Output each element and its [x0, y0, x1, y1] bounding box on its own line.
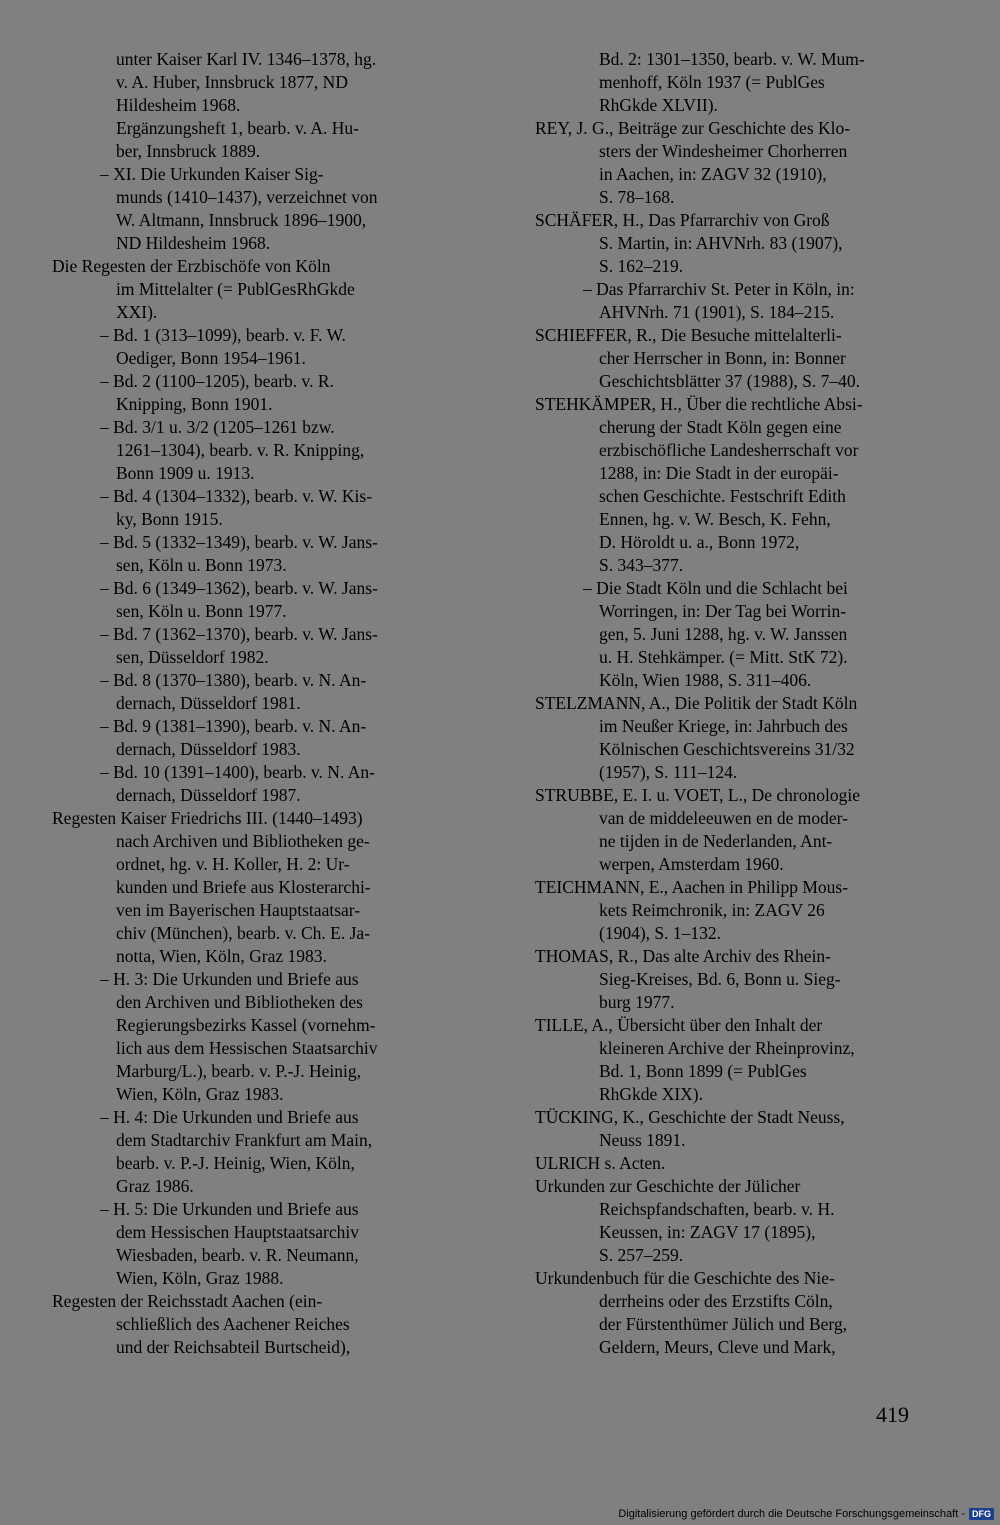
- entry-line: munds (1410–1437), verzeichnet von: [116, 187, 378, 207]
- entry-line: SCHIEFFER, R., Die Besuche mittelalterli-: [535, 325, 842, 345]
- entry-line: – Bd. 1 (313–1099), bearb. v. F. W.: [100, 325, 346, 345]
- entry-line: – Bd. 7 (1362–1370), bearb. v. W. Jans-: [100, 624, 378, 644]
- entry-line: Köln, Wien 1988, S. 311–406.: [599, 670, 812, 690]
- entry-line: – Bd. 8 (1370–1380), bearb. v. N. An-: [100, 670, 367, 690]
- entry-line: – H. 4: Die Urkunden und Briefe aus: [100, 1107, 359, 1127]
- entry-line: ber, Innsbruck 1889.: [116, 141, 261, 161]
- entry-line: im Neußer Kriege, in: Jahrbuch des: [599, 716, 848, 736]
- entry-line: (1957), S. 111–124.: [599, 762, 738, 782]
- entry-line: kunden und Briefe aus Klosterarchi-: [116, 877, 371, 897]
- entry-line: im Mittelalter (= PublGesRhGkde: [116, 279, 355, 299]
- bibliography-entry: [52, 485, 442, 531]
- entry-line: STEHKÄMPER, H., Über die rechtliche Absi-: [535, 394, 863, 414]
- bibliography-entry: [52, 669, 442, 715]
- entry-line: dernach, Düsseldorf 1987.: [116, 785, 301, 805]
- entry-line: AHVNrh. 71 (1901), S. 184–215.: [599, 302, 835, 322]
- entry-line: Wiesbaden, bearb. v. R. Neumann,: [116, 1245, 359, 1265]
- entry-line: D. Höroldt u. a., Bonn 1972,: [599, 532, 800, 552]
- entry-line: – Die Stadt Köln und die Schlacht bei: [583, 578, 848, 598]
- entry-line: Ergänzungsheft 1, bearb. v. A. Hu-: [116, 118, 359, 138]
- left-column: [52, 48, 442, 1359]
- entry-line: gen, 5. Juni 1288, hg. v. W. Janssen: [599, 624, 848, 644]
- entry-line: Urkunden zur Geschichte der Jülicher: [535, 1176, 801, 1196]
- entry-line: – XI. Die Urkunden Kaiser Sig-: [100, 164, 324, 184]
- entry-line: sen, Köln u. Bonn 1977.: [116, 601, 287, 621]
- bibliography-entry: [535, 577, 925, 692]
- entry-line: Regesten der Reichsstadt Aachen (ein-: [52, 1291, 323, 1311]
- entry-line: kets Reimchronik, in: ZAGV 26: [599, 900, 825, 920]
- entry-line: ordnet, hg. v. H. Koller, H. 2: Ur-: [116, 854, 350, 874]
- entry-line: ne tijden in de Nederlanden, Ant-: [599, 831, 833, 851]
- entry-line: sen, Köln u. Bonn 1973.: [116, 555, 287, 575]
- entry-line: SCHÄFER, H., Das Pfarrarchiv von Groß: [535, 210, 830, 230]
- entry-line: van de middeleeuwen en de moder-: [599, 808, 848, 828]
- bibliography-entry: [535, 209, 925, 278]
- entry-line: ULRICH s. Acten.: [535, 1153, 666, 1173]
- entry-line: – Bd. 2 (1100–1205), bearb. v. R.: [100, 371, 334, 391]
- entry-line: ky, Bonn 1915.: [116, 509, 223, 529]
- entry-line: Sieg-Kreises, Bd. 6, Bonn u. Sieg-: [599, 969, 841, 989]
- entry-line: Reichspfandschaften, bearb. v. H.: [599, 1199, 835, 1219]
- entry-line: W. Altmann, Innsbruck 1896–1900,: [116, 210, 367, 230]
- entry-line: sen, Düsseldorf 1982.: [116, 647, 269, 667]
- entry-line: cherung der Stadt Köln gegen eine: [599, 417, 842, 437]
- entry-line: S. Martin, in: AHVNrh. 83 (1907),: [599, 233, 843, 253]
- entry-line: RhGkde XIX).: [599, 1084, 704, 1104]
- entry-line: – Bd. 5 (1332–1349), bearb. v. W. Jans-: [100, 532, 378, 552]
- entry-line: Bd. 2: 1301–1350, bearb. v. W. Mum-: [599, 49, 865, 69]
- entry-line: TÜCKING, K., Geschichte der Stadt Neuss,: [535, 1107, 845, 1127]
- entry-line: notta, Wien, Köln, Graz 1983.: [116, 946, 327, 966]
- entry-line: Regierungsbezirks Kassel (vornehm-: [116, 1015, 376, 1035]
- entry-line: unter Kaiser Karl IV. 1346–1378, hg.: [116, 49, 377, 69]
- entry-line: Knipping, Bonn 1901.: [116, 394, 273, 414]
- entry-line: cher Herrscher in Bonn, in: Bonner: [599, 348, 846, 368]
- footer-credit: [618, 1507, 994, 1521]
- bibliography-entry: [52, 117, 442, 163]
- page-number: 419: [876, 1402, 909, 1427]
- entry-line: – H. 5: Die Urkunden und Briefe aus: [100, 1199, 359, 1219]
- entry-line: Wien, Köln, Graz 1983.: [116, 1084, 284, 1104]
- entry-line: – Bd. 9 (1381–1390), bearb. v. N. An-: [100, 716, 367, 736]
- dfg-logo: DFG: [969, 1508, 994, 1520]
- entry-line: – Bd. 4 (1304–1332), bearb. v. W. Kis-: [100, 486, 373, 506]
- entry-line: burg 1977.: [599, 992, 675, 1012]
- entry-line: – Bd. 6 (1349–1362), bearb. v. W. Jans-: [100, 578, 378, 598]
- bibliography-entry: [535, 784, 925, 876]
- entry-line: – H. 3: Die Urkunden und Briefe aus: [100, 969, 359, 989]
- entry-line: bearb. v. P.-J. Heinig, Wien, Köln,: [116, 1153, 355, 1173]
- entry-line: – Bd. 10 (1391–1400), bearb. v. N. An-: [100, 762, 375, 782]
- entry-line: v. A. Huber, Innsbruck 1877, ND: [116, 72, 348, 92]
- entry-line: werpen, Amsterdam 1960.: [599, 854, 784, 874]
- entry-line: Ennen, hg. v. W. Besch, K. Fehn,: [599, 509, 831, 529]
- entry-line: kleineren Archive der Rheinprovinz,: [599, 1038, 855, 1058]
- entry-line: Marburg/L.), bearb. v. P.-J. Heinig,: [116, 1061, 361, 1081]
- entry-line: Bd. 1, Bonn 1899 (= PublGes: [599, 1061, 807, 1081]
- bibliography-entry: [52, 1290, 442, 1359]
- bibliography-entry: [52, 968, 442, 1106]
- entry-line: RhGkde XLVII).: [599, 95, 718, 115]
- bibliography-entry: [52, 416, 442, 485]
- bibliography-entry: [535, 692, 925, 784]
- bibliography-entry: [52, 48, 442, 117]
- bibliography-entry: [52, 370, 442, 416]
- entry-line: Geschichtsblätter 37 (1988), S. 7–40.: [599, 371, 860, 391]
- entry-line: in Aachen, in: ZAGV 32 (1910),: [599, 164, 827, 184]
- entry-line: u. H. Stehkämper. (= Mitt. StK 72).: [599, 647, 848, 667]
- entry-line: der Fürstenthümer Jülich und Berg,: [599, 1314, 848, 1334]
- entry-line: dernach, Düsseldorf 1981.: [116, 693, 301, 713]
- entry-line: 1261–1304), bearb. v. R. Knipping,: [116, 440, 365, 460]
- entry-line: schließlich des Aachener Reiches: [116, 1314, 350, 1334]
- footer-text: Digitalisierung gefördert durch die Deutsche Forschungsgemeinschaft -: [618, 1508, 965, 1520]
- entry-line: ven im Bayerischen Hauptstaatsar-: [116, 900, 361, 920]
- entry-line: Kölnischen Geschichtsvereins 31/32: [599, 739, 855, 759]
- entry-line: dem Stadtarchiv Frankfurt am Main,: [116, 1130, 373, 1150]
- bibliography-entry: [52, 715, 442, 761]
- bibliography-entry: [52, 807, 442, 968]
- entry-line: REY, J. G., Beiträge zur Geschichte des Klo-: [535, 118, 851, 138]
- entry-line: XXI).: [116, 302, 158, 322]
- entry-line: S. 162–219.: [599, 256, 684, 276]
- entry-line: Geldern, Meurs, Cleve und Mark,: [599, 1337, 836, 1357]
- entry-line: Bonn 1909 u. 1913.: [116, 463, 255, 483]
- entry-line: den Archiven und Bibliotheken des: [116, 992, 363, 1012]
- bibliography-entry: [535, 1106, 925, 1152]
- entry-line: ND Hildesheim 1968.: [116, 233, 271, 253]
- bibliography-entry: [535, 1267, 925, 1359]
- entry-line: S. 343–377.: [599, 555, 684, 575]
- bibliography-entry: [52, 577, 442, 623]
- bibliography-entry: [535, 324, 925, 393]
- entry-line: chiv (München), bearb. v. Ch. E. Ja-: [116, 923, 370, 943]
- bibliography-entry: [535, 876, 925, 945]
- entry-line: Urkundenbuch für die Geschichte des Nie-: [535, 1268, 835, 1288]
- entry-line: Die Regesten der Erzbischöfe von Köln: [52, 256, 331, 276]
- entry-line: THOMAS, R., Das alte Archiv des Rhein-: [535, 946, 832, 966]
- bibliography-entry: [52, 255, 442, 324]
- entry-line: Oediger, Bonn 1954–1961.: [116, 348, 306, 368]
- bibliography-entry: [535, 117, 925, 209]
- bibliography-entry: [535, 1014, 925, 1106]
- bibliography-entry: [52, 324, 442, 370]
- entry-line: 1288, in: Die Stadt in der europäi-: [599, 463, 839, 483]
- entry-line: (1904), S. 1–132.: [599, 923, 722, 943]
- entry-line: TEICHMANN, E., Aachen in Philipp Mous-: [535, 877, 849, 897]
- entry-line: lich aus dem Hessischen Staatsarchiv: [116, 1038, 378, 1058]
- entry-line: – Das Pfarrarchiv St. Peter in Köln, in:: [583, 279, 855, 299]
- entry-line: Graz 1986.: [116, 1176, 194, 1196]
- entry-line: Neuss 1891.: [599, 1130, 686, 1150]
- entry-line: Regesten Kaiser Friedrichs III. (1440–1493): [52, 808, 363, 828]
- entry-line: Wien, Köln, Graz 1988.: [116, 1268, 284, 1288]
- entry-line: schen Geschichte. Festschrift Edith: [599, 486, 846, 506]
- entry-line: nach Archiven und Bibliotheken ge-: [116, 831, 370, 851]
- bibliography-entry: [52, 531, 442, 577]
- entry-line: und der Reichsabteil Burtscheid),: [116, 1337, 351, 1357]
- bibliography-entry: [52, 1106, 442, 1198]
- bibliography-entry: [535, 1152, 925, 1175]
- entry-line: – Bd. 3/1 u. 3/2 (1205–1261 bzw.: [100, 417, 335, 437]
- entry-line: S. 257–259.: [599, 1245, 684, 1265]
- bibliography-entry: [535, 1175, 925, 1267]
- entry-line: S. 78–168.: [599, 187, 675, 207]
- entry-line: sters der Windesheimer Chorherren: [599, 141, 848, 161]
- bibliography-entry: [52, 163, 442, 255]
- entry-line: Hildesheim 1968.: [116, 95, 241, 115]
- entry-line: derrheins oder des Erzstifts Cöln,: [599, 1291, 833, 1311]
- bibliography-entry: [535, 48, 925, 117]
- bibliography-entry: [535, 278, 925, 324]
- entry-line: menhoff, Köln 1937 (= PublGes: [599, 72, 825, 92]
- bibliography-entry: [52, 623, 442, 669]
- bibliography-entry: [52, 1198, 442, 1290]
- entry-line: Keussen, in: ZAGV 17 (1895),: [599, 1222, 816, 1242]
- bibliography-entry: [52, 761, 442, 807]
- entry-line: STRUBBE, E. I. u. VOET, L., De chronologie: [535, 785, 861, 805]
- entry-line: erzbischöfliche Landesherrschaft vor: [599, 440, 859, 460]
- right-column: [535, 48, 925, 1359]
- entry-line: dernach, Düsseldorf 1983.: [116, 739, 301, 759]
- bibliography-entry: [535, 393, 925, 577]
- entry-line: STELZMANN, A., Die Politik der Stadt Köln: [535, 693, 858, 713]
- entry-line: Worringen, in: Der Tag bei Worrin-: [599, 601, 847, 621]
- entry-line: dem Hessischen Hauptstaatsarchiv: [116, 1222, 359, 1242]
- entry-line: TILLE, A., Übersicht über den Inhalt der: [535, 1015, 823, 1035]
- bibliography-entry: [535, 945, 925, 1014]
